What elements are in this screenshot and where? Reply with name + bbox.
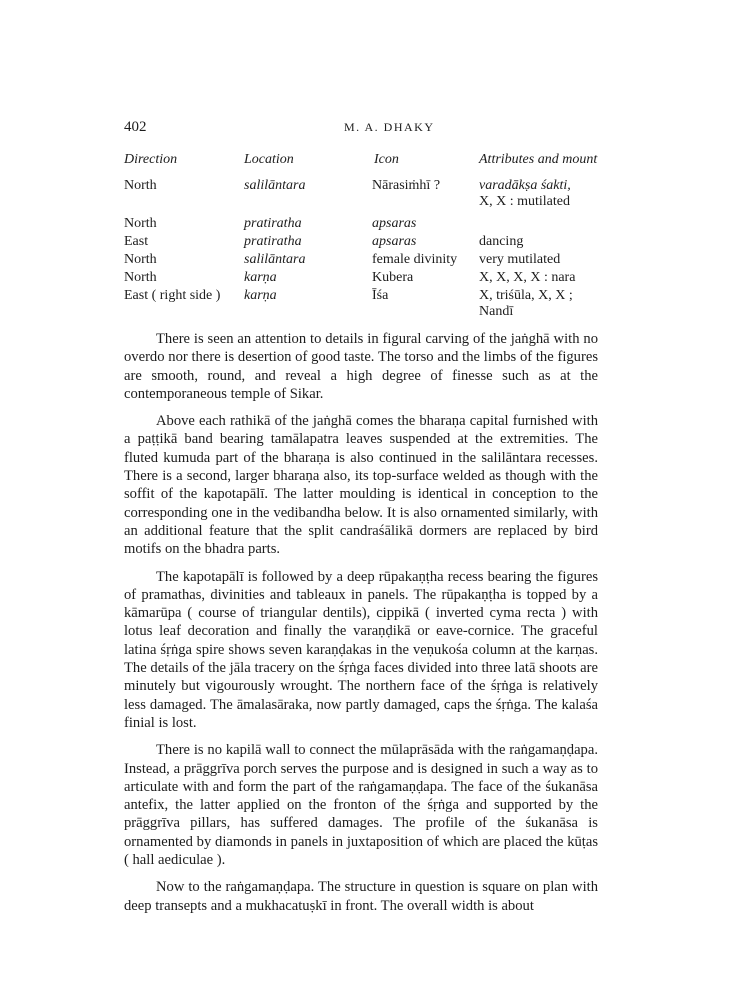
cell-icon: Kubera — [372, 270, 414, 285]
cell-attributes-line: Nandī — [479, 304, 514, 319]
table-row — [124, 234, 604, 252]
cell-icon: female divinity — [372, 252, 458, 267]
cell-location: karṇa — [244, 270, 277, 285]
cell-attributes: X, X, X, X : nara — [479, 270, 576, 285]
cell-direction: North — [124, 270, 157, 285]
column-header-icon: Icon — [374, 152, 399, 167]
paragraph: Above each rathikā of the jaṅghā comes the bharaṇa capital furnished with a paṭṭikā band bearing tamālapatra leaves suspended at the extremities. The fluted kumuda part of the bharaṇa is also continued in the salilāntara recesses. There is a second, larger bharaṇa also, its top-surface welded as though with the soffit of the kapotapālī. The latter moulding is identical in conception to the corresponding one in the vedibandha below. It is also ornamented similarly, with an additional feature that the split candraśālikā dormers are replaced by bird motifs on the bhadra parts. — [124, 413, 598, 558]
cell-location: karṇa — [244, 288, 277, 303]
cell-location: pratiratha — [244, 234, 302, 249]
column-header-attributes: Attributes and mount — [479, 152, 598, 167]
cell-icon: apsaras — [372, 216, 417, 231]
paragraph: The kapotapālī is followed by a deep rūpakaṇṭha recess bearing the figures of pramathas, divinities and tableaux in panels. The rūpakaṇṭha is topped by a kāmarūpa ( course of triangular dentils), cippikā ( inverted cyma recta ) with lotus leaf decoration and finally the varaṇḍikā or eave-cornice. The graceful latina śṛṅga spire shows seven karaṇḍakas in the veṇukośa column at the karṇas. The details of the jāla tracery on the śṛṅga faces divided into three latā shoots are minutely but vigourously wrought. The northern face of the śṛṅga is relatively less damaged. The āmalasāraka, now partly damaged, caps the śṛṅga. The kalaśa finial is lost. — [124, 568, 598, 731]
cell-direction: East ( right side ) — [124, 288, 221, 303]
page-header — [124, 119, 594, 139]
paragraph: There is no kapilā wall to connect the mūlaprāsāda with the raṅgamaṇḍapa. Instead, a prāggrīva porch serves the purpose and is designed in such a way as to articulate with and form the part of the raṅgamaṇḍapa. The face of the śukanāsa antefix, the latter applied on the fronton of the śṛṅga and supported by the prāggrīva pillars, has suffered damages. The profile of the śukanāsa is ornamented by diamonds in panels in juxtaposition of which are placed the kūṭas ( hall aediculae ). — [124, 742, 598, 869]
table-row — [124, 178, 604, 216]
column-header-direction: Direction — [124, 152, 178, 167]
table-header-row — [124, 152, 604, 178]
column-header-location: Location — [244, 152, 294, 167]
cell-direction: East — [124, 234, 149, 249]
cell-direction: North — [124, 252, 157, 267]
cell-direction: North — [124, 216, 157, 231]
cell-icon: apsaras — [372, 234, 417, 249]
cell-attributes: dancing — [479, 234, 524, 249]
paragraph: There is seen an attention to details in figural carving of the jaṅghā with no overdo nor there is desertion of good taste. The torso and the limbs of the figures are smooth, round, and reveal a high degree of finesse such as at the contemporaneous temple of Sikar. — [124, 331, 598, 402]
page-number: 402 — [124, 119, 147, 135]
iconography-table — [124, 152, 604, 326]
cell-attributes: very mutilated — [479, 252, 561, 267]
body-text — [124, 330, 598, 924]
cell-icon: Īśa — [372, 288, 389, 303]
cell-attributes — [479, 178, 571, 210]
cell-location: pratiratha — [244, 216, 302, 231]
table-row — [124, 288, 604, 326]
cell-icon: Nārasiṁhī ? — [372, 178, 441, 193]
cell-location: salilāntara — [244, 178, 306, 193]
cell-attributes-line: varadākṣa śakti, — [479, 178, 571, 193]
cell-attributes-line: X, X : mutilated — [479, 194, 570, 209]
table-row — [124, 252, 604, 270]
cell-location: salilāntara — [244, 252, 306, 267]
cell-attributes — [479, 288, 573, 320]
cell-attributes-line: X, triśūla, X, X ; — [479, 288, 573, 303]
running-head: M. A. DHAKY — [344, 120, 435, 134]
table-row — [124, 270, 604, 288]
cell-direction: North — [124, 178, 157, 193]
table-row — [124, 216, 604, 234]
paragraph: Now to the raṅgamaṇḍapa. The structure in question is square on plan with deep transepts and a mukhacatuṣkī in front. The overall width is about — [124, 879, 598, 914]
